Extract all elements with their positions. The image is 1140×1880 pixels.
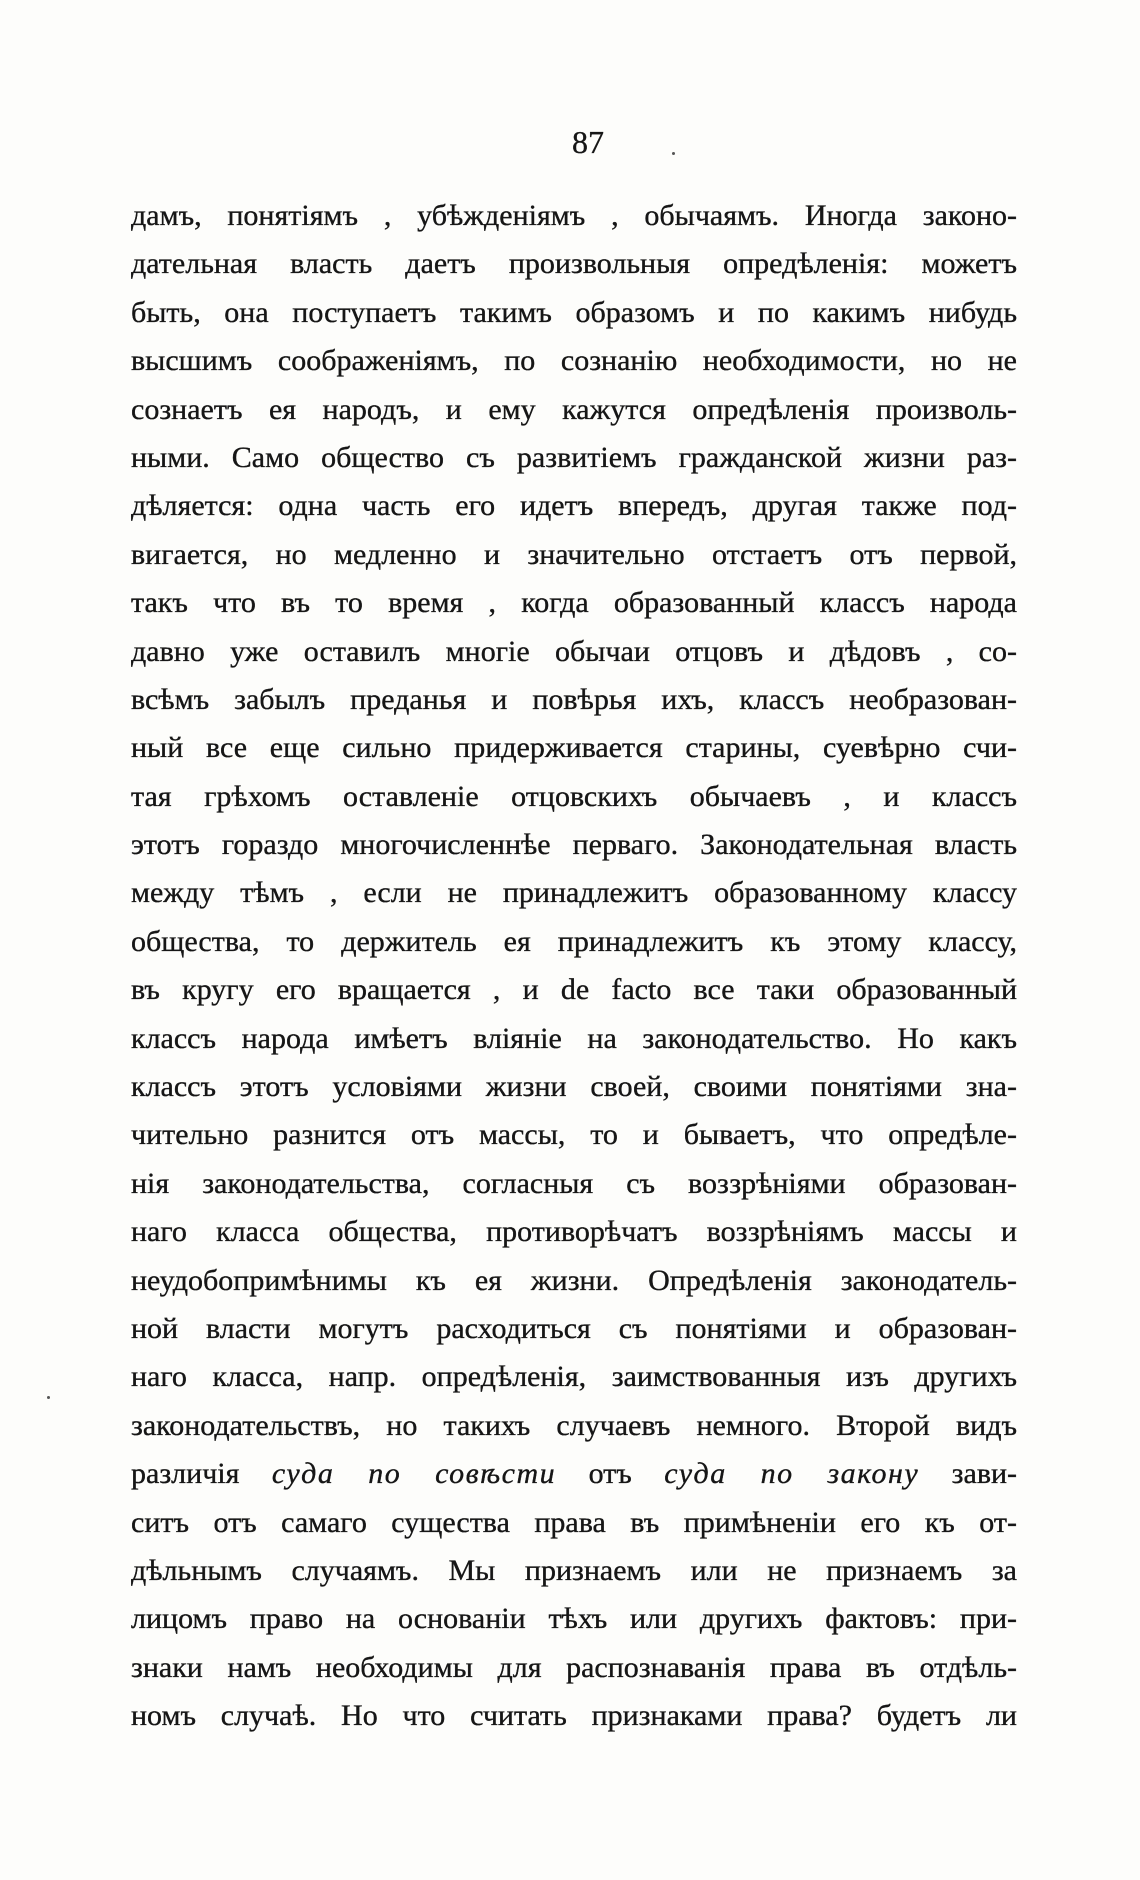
line-segment: отъ bbox=[588, 1457, 632, 1491]
scan-speck bbox=[672, 152, 675, 155]
page-number: 87 bbox=[572, 124, 604, 160]
text-line: знаки намъ необходимы для распознаванія права въ отдѣль- bbox=[131, 1650, 1017, 1684]
text-line: наго класса, напр. опредѣленія, заимствованныя изъ другихъ bbox=[131, 1360, 1017, 1394]
text-line-with-emphasis bbox=[131, 1450, 1017, 1498]
text-line: ный все еще сильно придерживается старины, суевѣрно счи- bbox=[131, 731, 1017, 765]
text-line: давно уже оставилъ многіе обычаи отцовъ и дѣдовъ , со- bbox=[131, 634, 1017, 668]
text-line: этотъ гораздо многочисленнѣе перваго. Законодательная власть bbox=[131, 828, 1017, 862]
text-line: классъ народа имѣетъ вліяніе на законодательство. Но какъ bbox=[131, 1021, 1017, 1055]
text-line: быть, она поступаетъ такимъ образомъ и по какимъ нибудь bbox=[131, 295, 1017, 329]
text-line: дательная власть даетъ произвольныя опредѣленія: можетъ bbox=[131, 247, 1017, 281]
emphasis-text: суда по закону bbox=[664, 1457, 920, 1491]
text-line: высшимъ соображеніямъ, по сознанію необходимости, но не bbox=[131, 344, 1017, 378]
text-line: ными. Само общество съ развитіемъ гражданской жизни раз- bbox=[131, 440, 1017, 474]
text-line: сознаетъ ея народъ, и ему кажутся опредѣленія произволь- bbox=[131, 392, 1017, 426]
text-line: такъ что въ то время , когда образованный классъ народа bbox=[131, 586, 1017, 620]
text-line: дѣльнымъ случаямъ. Мы признаемъ или не признаемъ за bbox=[131, 1553, 1017, 1587]
text-line: между тѣмъ , если не принадлежитъ образованному классу bbox=[131, 876, 1017, 910]
text-line: наго класса общества, противорѣчатъ воззрѣніямъ массы и bbox=[131, 1215, 1017, 1249]
scan-speck bbox=[47, 1396, 50, 1399]
text-line: ной власти могутъ расходиться съ понятіями и образован- bbox=[131, 1311, 1017, 1345]
text-line: классъ этотъ условіями жизни своей, своими понятіями зна- bbox=[131, 1070, 1017, 1104]
text-line: номъ случаѣ. Но что считать признаками права? будетъ ли bbox=[131, 1699, 1017, 1733]
text-line: неудобопримѣнимы къ ея жизни. Опредѣленія законодатель- bbox=[131, 1263, 1017, 1297]
line-segment: различія bbox=[131, 1457, 240, 1491]
text-line: въ кругу его вращается , и de facto все таки образованный bbox=[131, 973, 1017, 1007]
text-line: лицомъ право на основаніи тѣхъ или другихъ фактовъ: при- bbox=[131, 1602, 1017, 1636]
text-line: законодательствъ, но такихъ случаевъ немного. Второй видъ bbox=[131, 1408, 1017, 1442]
text-line: нія законодательства, согласныя съ воззрѣніями образован- bbox=[131, 1166, 1017, 1200]
line-segment: зави- bbox=[951, 1457, 1017, 1491]
body-text bbox=[131, 192, 1017, 1741]
text-line: вигается, но медленно и значительно отстаетъ отъ первой, bbox=[131, 537, 1017, 571]
text-line: чительно разнится отъ массы, то и бываетъ, что опредѣле- bbox=[131, 1118, 1017, 1152]
text-line: дамъ, понятіямъ , убѣжденіямъ , обычаямъ. Иногда законо- bbox=[131, 199, 1017, 232]
text-line: ситъ отъ самаго существа права въ примѣненіи его къ от- bbox=[131, 1505, 1017, 1539]
text-line: всѣмъ забылъ преданья и повѣрья ихъ, классъ необразован- bbox=[131, 682, 1017, 716]
text-line: дѣляется: одна часть его идетъ впередъ, другая также под- bbox=[131, 489, 1017, 523]
text-line: общества, то держитель ея принадлежитъ къ этому классу, bbox=[131, 924, 1017, 958]
emphasis-text: суда по совѣсти bbox=[271, 1457, 557, 1491]
text-line: тая грѣхомъ оставленіе отцовскихъ обычаевъ , и классъ bbox=[131, 779, 1017, 813]
